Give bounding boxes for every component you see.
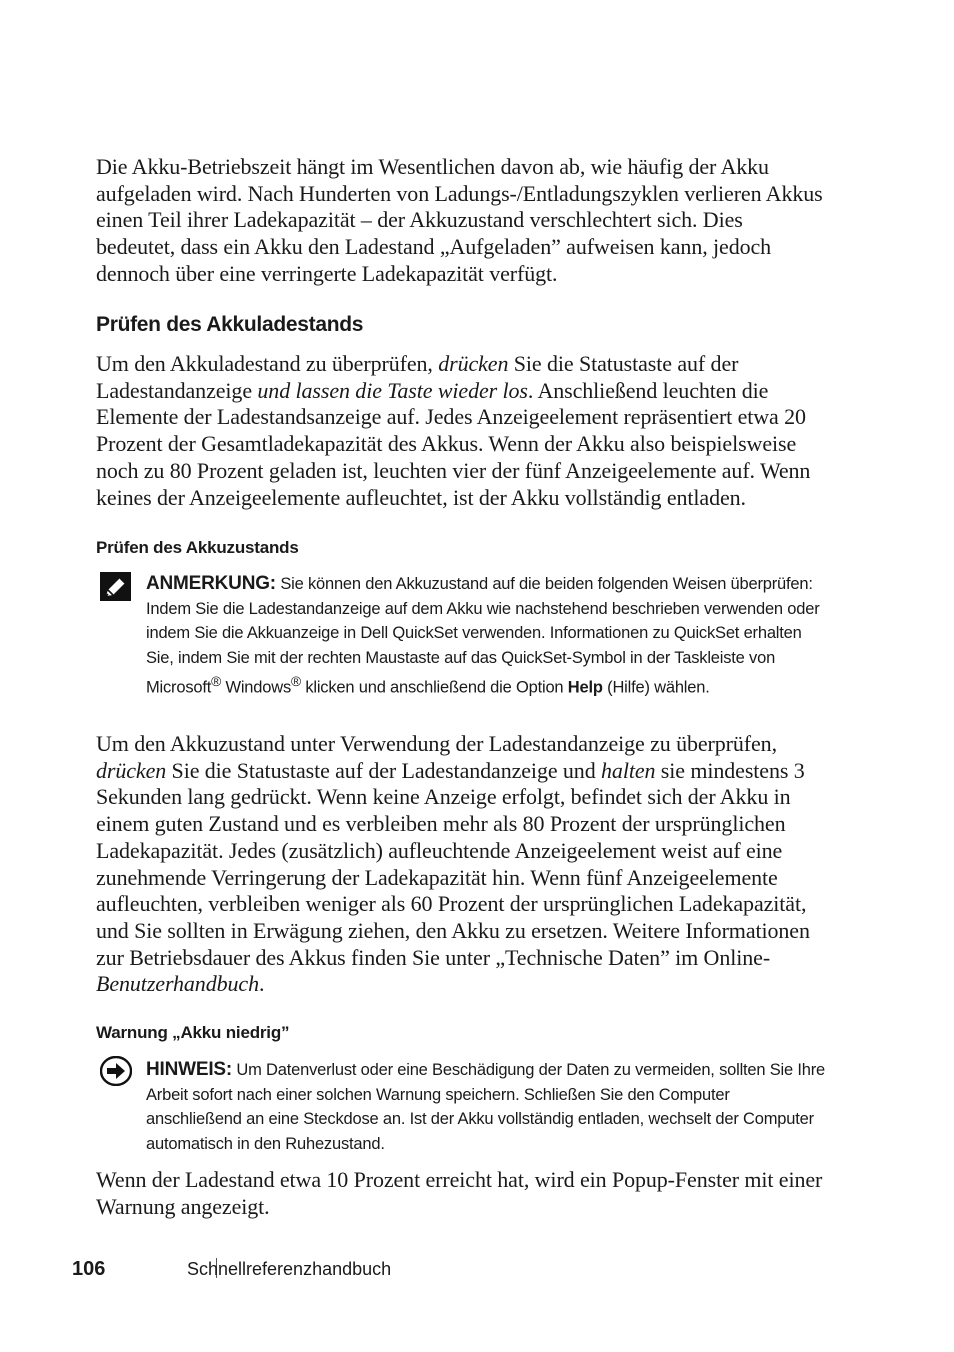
notice-text [146, 1058, 826, 1156]
section-heading-health: Prüfen des Akkuzustands [96, 538, 299, 557]
pencil-note-icon [100, 572, 132, 607]
charge-emphasis-press: drücken [438, 351, 509, 376]
intro-paragraph: Die Akku-Betriebszeit hängt im Wesentlichen davon ab, wie häufig der Akku aufgeladen wird. Nach Hunderten von Ladungs-/Entladungszyklen verlieren Akkus einen Teil ihrer Ladekapazität – der Akkuzustand verschlechtert sich. Dies bedeutet, dass ein Akku den Ladestand „Aufgeladen” aufweisen kann, jedoch dennoch über eine verringerte Ladekapazität verfügt. [96, 154, 823, 286]
health-text-1: Um den Akkuzustand unter Verwendung der Ladestandanzeige zu überprüfen, [96, 731, 777, 756]
user-guide-title: Benutzerhandbuch [96, 971, 259, 997]
note-text-1: Sie können den Akkuzustand auf die beiden folgenden Weisen überprüfen: Indem Sie die Ladestandanzeige auf dem Akku wie nachstehend beschrieben verwenden oder indem Sie die Akkuanzeige in Dell QuickSet verwenden. Informationen zu QuickSet erhalten Sie, indem Sie mit der rechten Maustaste auf das QuickSet-Symbol in der Taskleiste von Microsoft [146, 575, 820, 697]
note-text-4: (Hilfe) wählen. [602, 678, 710, 697]
note-label: ANMERKUNG: [146, 573, 276, 594]
health-emphasis-press: drücken [96, 757, 167, 783]
notice-label: HINWEIS: [146, 1059, 233, 1080]
note-box [100, 572, 820, 724]
section-heading-charge: Prüfen des Akkuladestands [96, 313, 364, 336]
charge-text-3: . Anschließend leuchten die Elemente der Ladestandsanzeige auf. Jedes Anzeigeelement repräsentiert etwa 20 Prozent der Gesamtladekapazität des Akkus. Wenn der Akku also beispielsweise noch zu 80 Prozent geladen ist, leuchten vier der fünf Anzeigeelemente auf. Wenn keines der Anzeigeelemente aufleuchtet, ist der Akku vollständig entladen. [96, 377, 811, 510]
registered-mark: ® [211, 674, 222, 689]
note-text [146, 572, 826, 700]
arrow-circle-icon [100, 1056, 132, 1091]
charge-text-2: Sie die Statustaste auf der Ladestandanzeige [96, 351, 739, 403]
charge-emphasis-release: und lassen die Taste wieder los [257, 377, 528, 403]
notice-box [100, 1058, 826, 1158]
health-text-2: Sie die Statustaste auf der Ladestandanzeige und [166, 757, 602, 783]
note-text-2: Windows [221, 678, 291, 697]
charge-paragraph [96, 351, 826, 511]
charge-text-1: Um den Akkuladestand zu überprüfen, [96, 351, 439, 376]
health-text-3: sie mindestens 3 Sekunden lang gedrückt. Wenn keine Anzeige erfolgt, befindet sich der Akku in einem guten Zustand und es verbleiben mehr als 80 Prozent der ursprünglichen Ladekapazität. Jedes (zusätzlich) aufleuchtende Anzeigeelement weist auf eine zunehmende Verringerung der Ladekapazität hin. Wenn fünf Anzeigeelemente aufleuchten, verbleiben weniger als 60 Prozent der ursprünglichen Ladekapazität, und Sie sollten in Erwägung ziehen, den Akku zu ersetzen. Weitere Informationen zur Betriebsdauer des Akkus finden Sie unter „Technische Daten” im Online- [96, 757, 810, 970]
warning-paragraph: Wenn der Ladestand etwa 10 Prozent erreicht hat, wird ein Popup-Fenster mit einer Warnung angezeigt. [96, 1167, 823, 1219]
health-paragraph [96, 731, 826, 998]
section-heading-warning: Warnung „Akku niedrig” [96, 1023, 290, 1042]
registered-mark: ® [291, 674, 301, 689]
notice-body: Um Datenverlust oder eine Beschädigung der Daten zu vermeiden, sollten Sie Ihre Arbeit sofort nach einer solchen Warnung speichern. Schließen Sie den Computer anschließend an eine Steckdose an. Ist der Akku vollständig entladen, wechselt der Computer automatisch in den Ruhezustand. [146, 1061, 826, 1153]
help-option: Help [567, 678, 603, 697]
page-number: 106 [72, 1258, 106, 1280]
book-title: Schnellreferenzhandbuch [187, 1259, 392, 1279]
health-emphasis-hold: halten [601, 757, 656, 783]
health-text-4: . [258, 971, 265, 997]
note-text-3: klicken und anschließend die Option [300, 678, 568, 697]
